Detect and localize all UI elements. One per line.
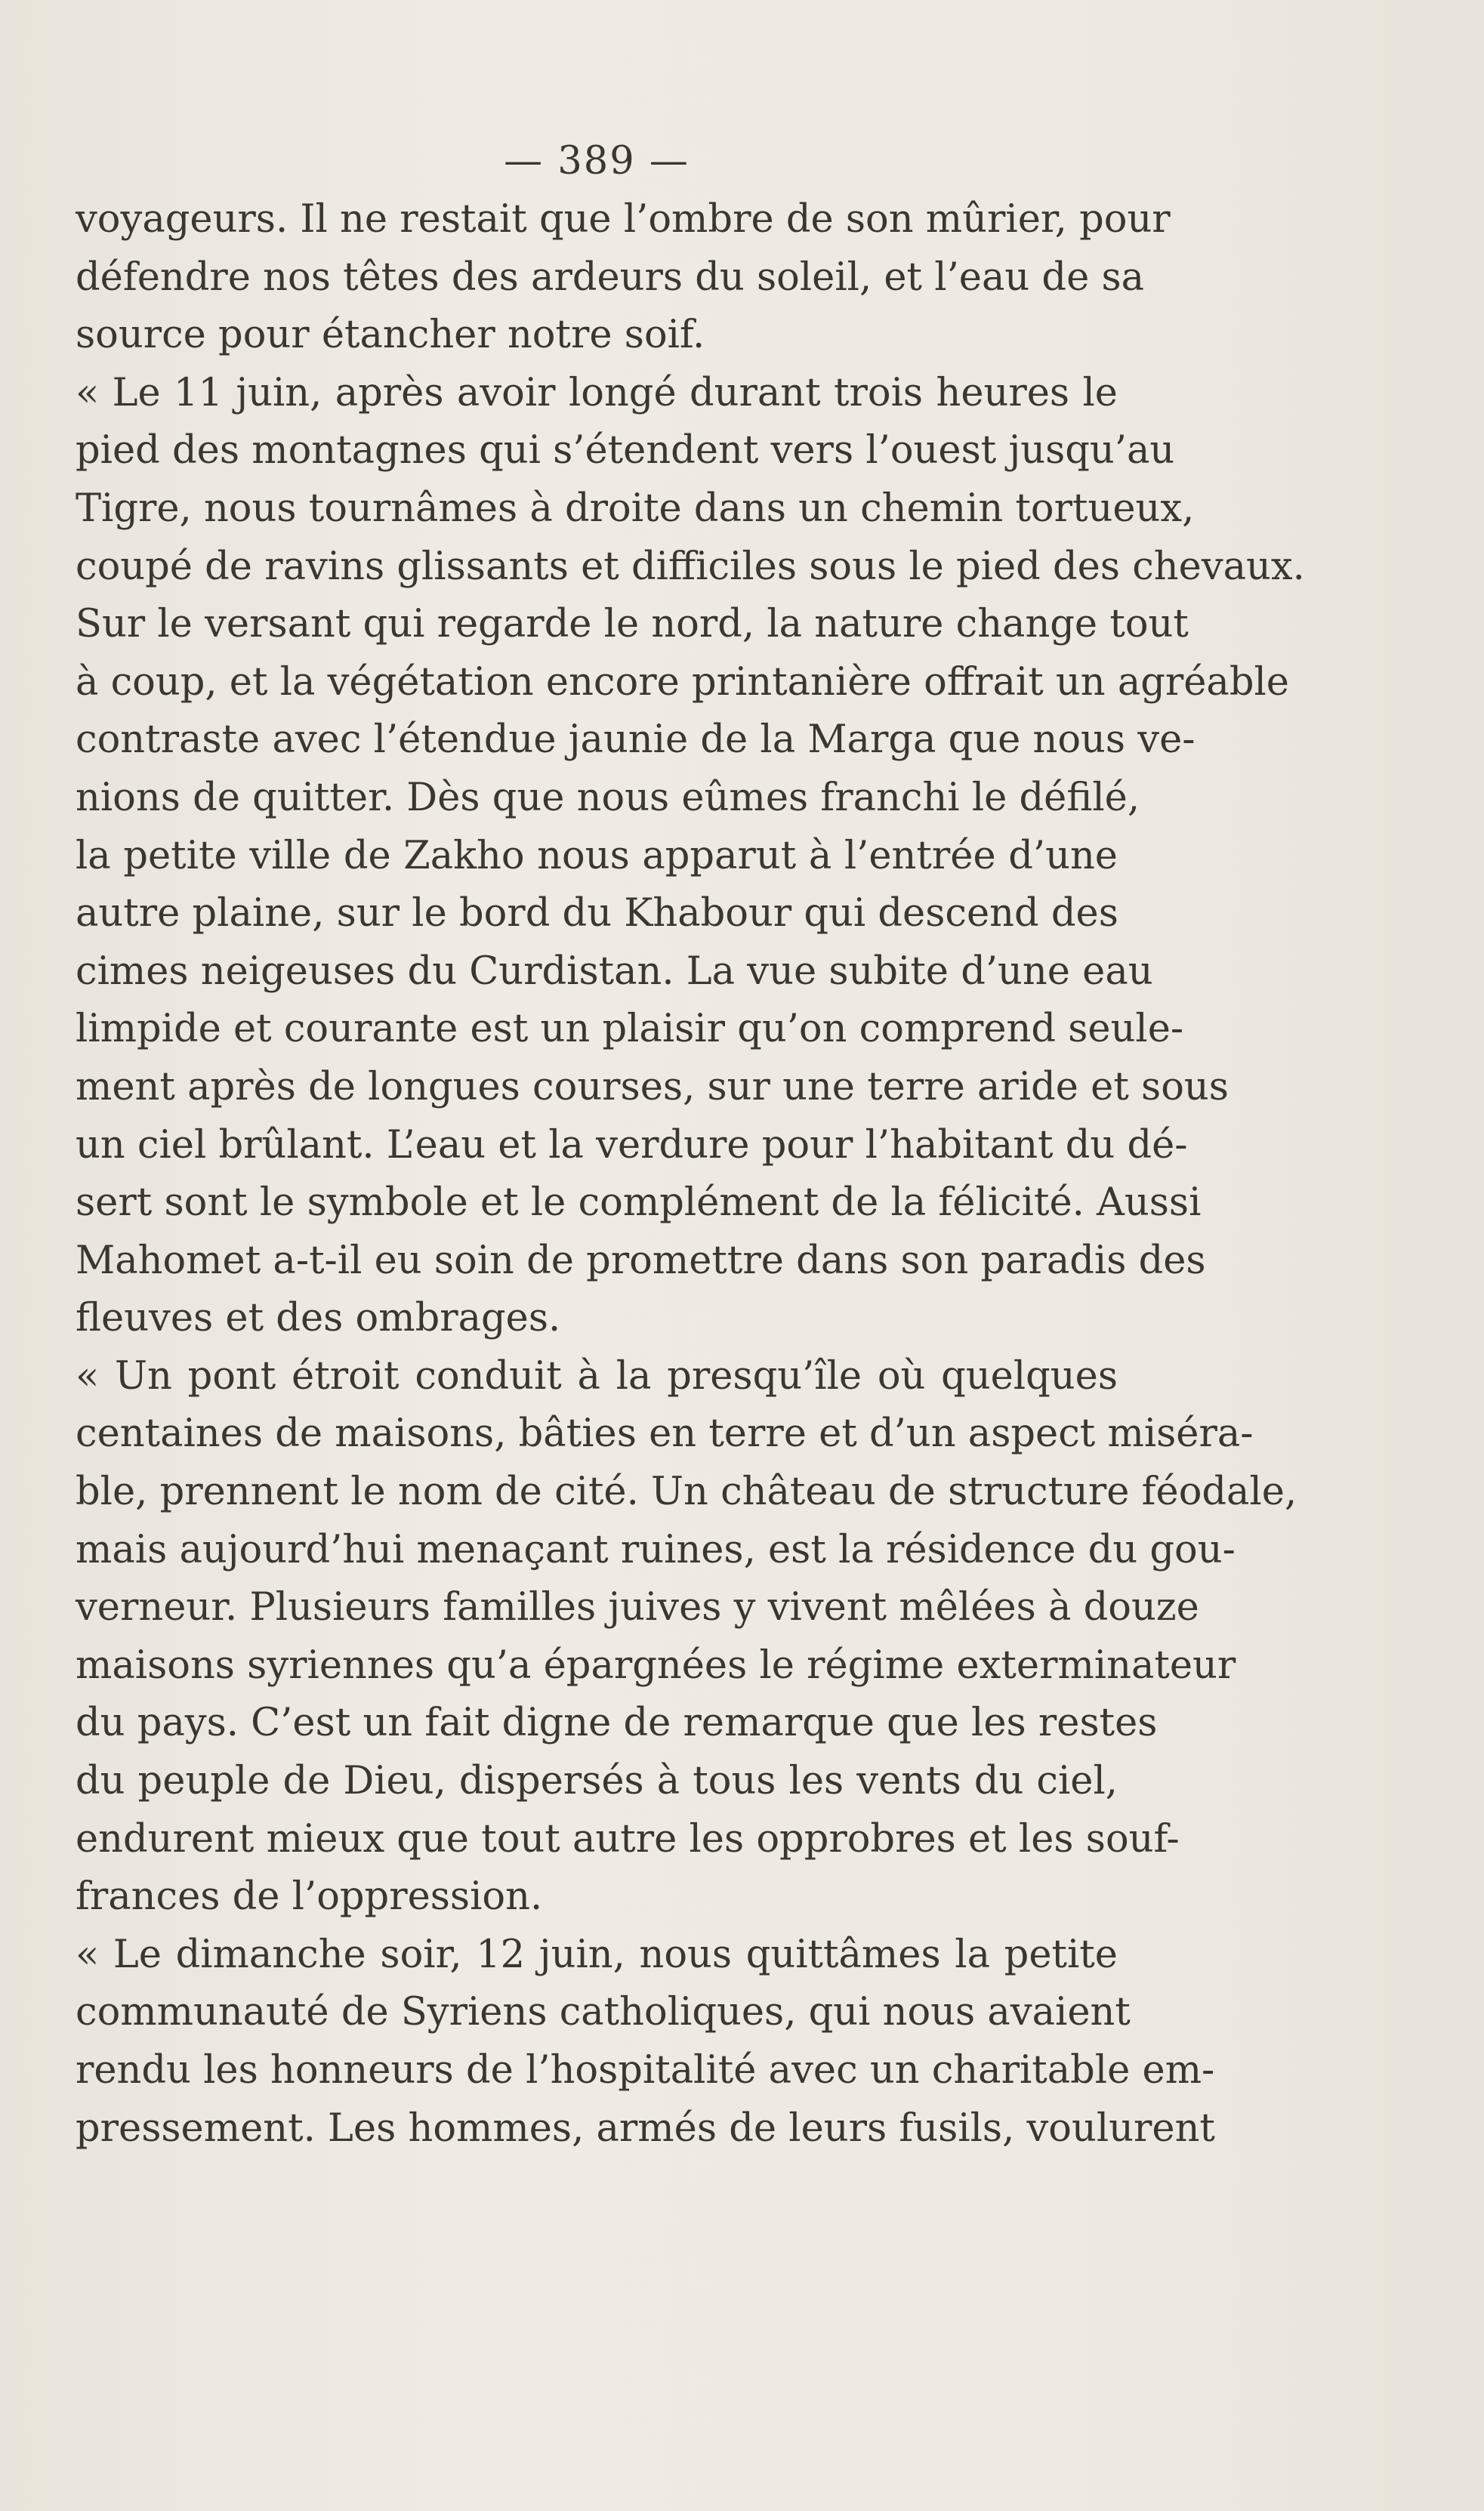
text-line: à coup, et la végétation encore printanière offrait un agréable: [76, 659, 1289, 705]
text-line: coupé de ravins glissants et difficiles sous le pied des chevaux.: [76, 544, 1305, 589]
text-line: centaines de maisons, bâties en terre et d’un aspect miséra-: [76, 1411, 1254, 1457]
text-line: mais aujourd’hui menaçant ruines, est la résidence du gou-: [76, 1527, 1236, 1572]
text-line: endurent mieux que tout autre les opprobres et les souf-: [76, 1816, 1180, 1862]
text-line: maisons syriennes qu’a épargnées le régime exterminateur: [76, 1643, 1236, 1688]
text-line: « Le 11 juin, après avoir longé durant trois heures le: [76, 370, 1118, 415]
text-line: fleuves et des ombrages.: [76, 1296, 561, 1341]
text-line: communauté de Syriens catholiques, qui nous avaient: [76, 1990, 1131, 2035]
text-line: Sur le versant qui regarde le nord, la nature change tout: [76, 602, 1189, 647]
text-line: limpide et courante est un plaisir qu’on comprend seule-: [76, 1007, 1184, 1052]
text-line: verneur. Plusieurs familles juives y vivent mêlées à douze: [76, 1585, 1199, 1630]
text-line: ble, prennent le nom de cité. Un château de structure féodale,: [76, 1470, 1297, 1515]
text-line: contraste avec l’étendue jaunie de la Marga que nous ve-: [76, 717, 1196, 763]
text-line: pied des montagnes qui s’étendent vers l’ouest jusqu’au: [76, 428, 1175, 474]
text-line: frances de l’oppression.: [76, 1874, 543, 1920]
body-text: [76, 191, 1305, 2158]
text-line: nions de quitter. Dès que nous eûmes franchi le défilé,: [76, 775, 1140, 820]
text-line: défendre nos têtes des ardeurs du soleil, et l’eau de sa: [76, 254, 1145, 300]
text-line: rendu les honneurs de l’hospitalité avec un charitable em-: [76, 2048, 1215, 2093]
text-line: un ciel brûlant. L’eau et la verdure pour l’habitant du dé-: [76, 1122, 1188, 1168]
text-line: « Un pont étroit conduit à la presqu’île où quelques: [76, 1353, 1118, 1399]
text-line: voyageurs. Il ne restait que l’ombre de son mûrier, pour: [76, 197, 1171, 242]
text-line: source pour étancher notre soif.: [76, 313, 705, 358]
text-line: autre plaine, sur le bord du Khabour qui descend des: [76, 891, 1118, 936]
text-line: Mahomet a-t-il eu soin de promettre dans son paradis des: [76, 1238, 1206, 1283]
page-number: — 389 —: [504, 139, 690, 184]
text-line: « Le dimanche soir, 12 juin, nous quittâmes la petite: [76, 1932, 1118, 1977]
text-line: du peuple de Dieu, dispersés à tous les vents du ciel,: [76, 1759, 1118, 1804]
text-line: pressement. Les hommes, armés de leurs fusils, voulurent: [76, 2105, 1215, 2151]
text-line: du pays. C’est un fait digne de remarque que les restes: [76, 1701, 1158, 1746]
text-line: sert sont le symbole et le complément de la félicité. Aussi: [76, 1180, 1202, 1226]
text-line: Tigre, nous tournâmes à droite dans un chemin tortueux,: [76, 486, 1195, 531]
text-line: cimes neigeuses du Curdistan. La vue subite d’une eau: [76, 949, 1153, 994]
text-line: la petite ville de Zakho nous apparut à l’entrée d’une: [76, 833, 1118, 878]
text-line: ment après de longues courses, sur une terre aride et sous: [76, 1064, 1229, 1109]
page-text-block: [76, 132, 1305, 2158]
